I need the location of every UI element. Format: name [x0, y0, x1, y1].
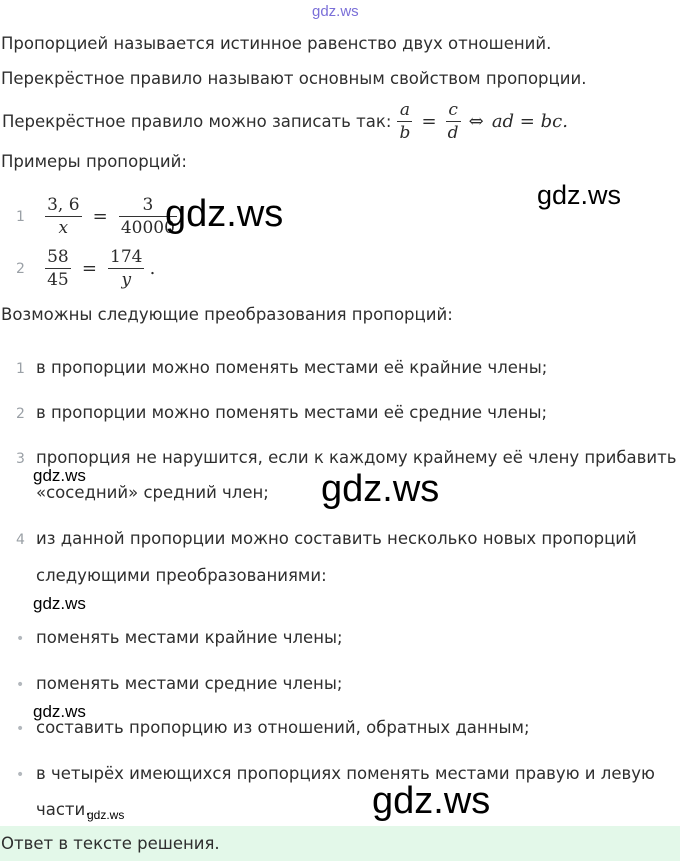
watermark-right: gdz.ws: [537, 180, 622, 210]
bullet-item-text: в четырёх имеющихся пропорциях поменять местами правую и левую: [36, 764, 655, 783]
example-marker: 1: [16, 208, 25, 225]
list-marker: 1: [16, 361, 25, 377]
bullet-item: [16, 628, 343, 647]
bullet-item-text-continued: части.: [36, 800, 91, 819]
answer-text: Ответ в тексте решения.: [1, 834, 220, 853]
bullet-item-text: поменять местами крайние члены;: [36, 628, 343, 647]
answer-bar: [0, 826, 680, 861]
example-2: [16, 246, 155, 291]
example-2-num1: 58: [47, 247, 69, 267]
example-marker: 2: [16, 260, 25, 277]
watermark-top: gdz.ws: [312, 3, 359, 20]
watermark-left-3: gdz.ws: [33, 702, 86, 721]
list-item: [16, 403, 547, 422]
list-marker: 2: [16, 406, 25, 422]
example-2-period: .: [149, 258, 156, 279]
cross-rule-formula-label: Перекрёстное правило можно записать так:: [2, 112, 392, 131]
formula-rhs: ad = bc.: [491, 111, 568, 132]
equals-sign: =: [421, 111, 437, 132]
list-item-text: в пропорции можно поменять местами её крайние члены;: [36, 358, 548, 377]
example-2-fraction-left: [45, 246, 71, 291]
watermark-example: gdz.ws: [165, 193, 284, 235]
examples-heading: Примеры пропорций:: [1, 152, 187, 171]
list-item-text-continued: «соседний» средний член;: [36, 483, 269, 502]
example-1-den2: 40000: [120, 218, 175, 238]
example-2-fraction-right: [108, 246, 144, 291]
bullet-item: [16, 764, 655, 783]
example-2-den2: y: [121, 270, 132, 290]
list-item-text-continued: следующими преобразованиями:: [36, 566, 327, 585]
watermark-left-1: gdz.ws: [33, 466, 86, 485]
iff-symbol: ⇔: [468, 111, 484, 132]
example-2-den1: 45: [47, 270, 69, 290]
list-marker: 4: [16, 532, 25, 548]
denominator-d: d: [447, 123, 459, 143]
example-2-equals: =: [81, 258, 97, 279]
list-item-text: в пропорции можно поменять местами её средние члены;: [36, 403, 548, 422]
example-1-fraction-left: [45, 194, 81, 239]
list-marker: 3: [16, 451, 25, 467]
watermark-bottom: gdz.ws: [372, 780, 491, 822]
example-2-num2: 174: [110, 247, 143, 267]
transforms-heading: Возможны следующие преобразования пропорций:: [1, 305, 453, 324]
bullet-item-text: поменять местами средние члены;: [36, 674, 343, 693]
example-1: [16, 194, 177, 239]
fraction-a-b: [397, 99, 412, 144]
example-1-equals: =: [92, 206, 108, 227]
bullet-marker: •: [16, 721, 25, 737]
bullet-item-text: составить пропорцию из отношений, обратных данным;: [36, 718, 530, 737]
bullet-marker: •: [16, 631, 25, 647]
example-1-den1: x: [58, 218, 69, 238]
bullet-marker: •: [16, 767, 25, 783]
cross-rule-formula-line: [1, 99, 568, 149]
fraction-c-d: [446, 99, 461, 144]
list-item: [16, 448, 676, 467]
numerator-a: a: [397, 99, 412, 122]
watermark-center: gdz.ws: [321, 468, 440, 510]
example-1-num1: 3, 6: [47, 195, 80, 215]
watermark-left-2: gdz.ws: [33, 594, 86, 613]
list-item: [16, 529, 637, 548]
bullet-marker: •: [16, 677, 25, 693]
cross-rule-text: Перекрёстное правило называют основным свойством пропорции.: [1, 69, 587, 88]
example-1-num2: 3: [119, 194, 177, 217]
list-item: [16, 358, 547, 377]
bullet-item: [16, 674, 342, 693]
denominator-b: b: [399, 123, 411, 143]
bullet-item: [16, 718, 530, 737]
list-item-text: пропорция не нарушится, если к каждому крайнему её члену прибавить: [36, 448, 677, 467]
numerator-c: c: [446, 99, 461, 122]
list-item-text: из данной пропорции можно составить несколько новых пропорций: [36, 529, 637, 548]
definition-text: Пропорцией называется истинное равенство двух отношений.: [1, 34, 552, 53]
watermark-small: gdz.ws: [87, 808, 125, 822]
